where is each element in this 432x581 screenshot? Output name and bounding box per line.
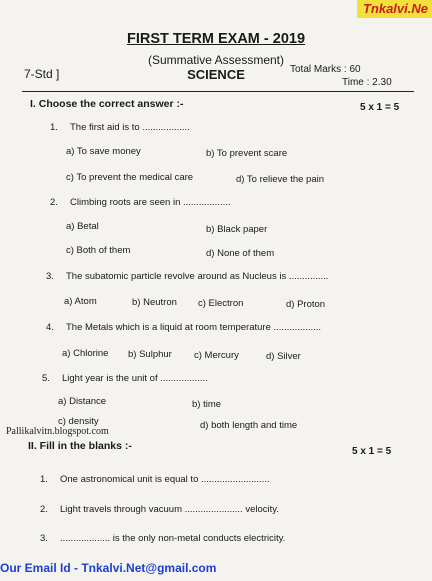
q4-option-c: c) Mercury — [194, 350, 239, 361]
section1-marks: 5 x 1 = 5 — [360, 102, 400, 113]
q1-number: 1. — [50, 122, 58, 133]
q5-option-a: a) Distance — [58, 396, 107, 407]
fill2-text: Light travels through vacuum ...................... velocity. — [60, 504, 279, 515]
q5-number: 5. — [42, 373, 50, 384]
q4-option-a: a) Chlorine — [62, 348, 109, 359]
fill3-number: 3. — [40, 533, 48, 544]
q4-option-b: b) Sulphur — [128, 349, 172, 360]
exam-title: FIRST TERM EXAM - 2019 — [126, 31, 306, 47]
q2-number: 2. — [50, 197, 58, 208]
q3-option-c: c) Electron — [198, 298, 244, 309]
q1-option-d: d) To relieve the pain — [236, 174, 325, 185]
fill2-number: 2. — [40, 504, 48, 515]
q2-option-c: c) Both of them — [66, 245, 131, 256]
q3-number: 3. — [46, 271, 54, 282]
exam-time: Time : 2.30 — [342, 77, 392, 88]
q2-option-d: d) None of them — [206, 248, 275, 259]
header-rule — [22, 91, 414, 92]
watermark-bottom: Our Email Id - Tnkalvi.Net@gmail.com — [0, 561, 217, 575]
q1-option-c: c) To prevent the medical care — [66, 172, 194, 183]
q3-text: The subatomic particle revolve around as Nucleus is ............... — [66, 271, 329, 282]
watermark-side: Pallikalvitn.blogspot.com — [6, 426, 109, 437]
q3-option-d: d) Proton — [286, 299, 326, 310]
fill3-text: ................... is the only non-metal conducts electricity. — [60, 533, 286, 544]
q3-option-b: b) Neutron — [132, 297, 177, 308]
std-label: 7-Std ] — [24, 67, 60, 81]
fill1-number: 1. — [40, 474, 48, 485]
q1-text: The first aid is to .................. — [70, 122, 190, 133]
section2-heading: II. Fill in the blanks :- — [28, 440, 132, 452]
q3-option-a: a) Atom — [64, 296, 97, 307]
fill1-text: One astronomical unit is equal to .......................... — [60, 474, 270, 485]
q5-option-d: d) both length and time — [200, 420, 298, 431]
subject-label: SCIENCE — [187, 67, 245, 82]
q4-option-d: d) Silver — [266, 351, 301, 362]
q2-option-b: b) Black paper — [206, 224, 268, 235]
exam-subtitle: (Summative Assessment) — [147, 53, 285, 67]
q1-option-a: a) To save money — [66, 146, 141, 157]
section1-heading: I. Choose the correct answer :- — [30, 98, 184, 110]
q5-option-b: b) time — [192, 399, 222, 410]
q2-text: Climbing roots are seen in .................. — [70, 197, 231, 208]
q4-number: 4. — [46, 322, 54, 333]
q2-option-a: a) Betal — [66, 221, 99, 232]
q5-option-c: c) density — [58, 416, 99, 427]
watermark-top: Tnkalvi.Ne — [357, 0, 432, 18]
q4-text: The Metals which is a liquid at room temperature .................. — [66, 322, 322, 333]
total-marks: Total Marks : 60 — [290, 64, 361, 75]
q1-option-b: b) To prevent scare — [206, 148, 288, 159]
q5-text: Light year is the unit of .................. — [62, 373, 208, 384]
section2-marks: 5 x 1 = 5 — [352, 446, 392, 457]
